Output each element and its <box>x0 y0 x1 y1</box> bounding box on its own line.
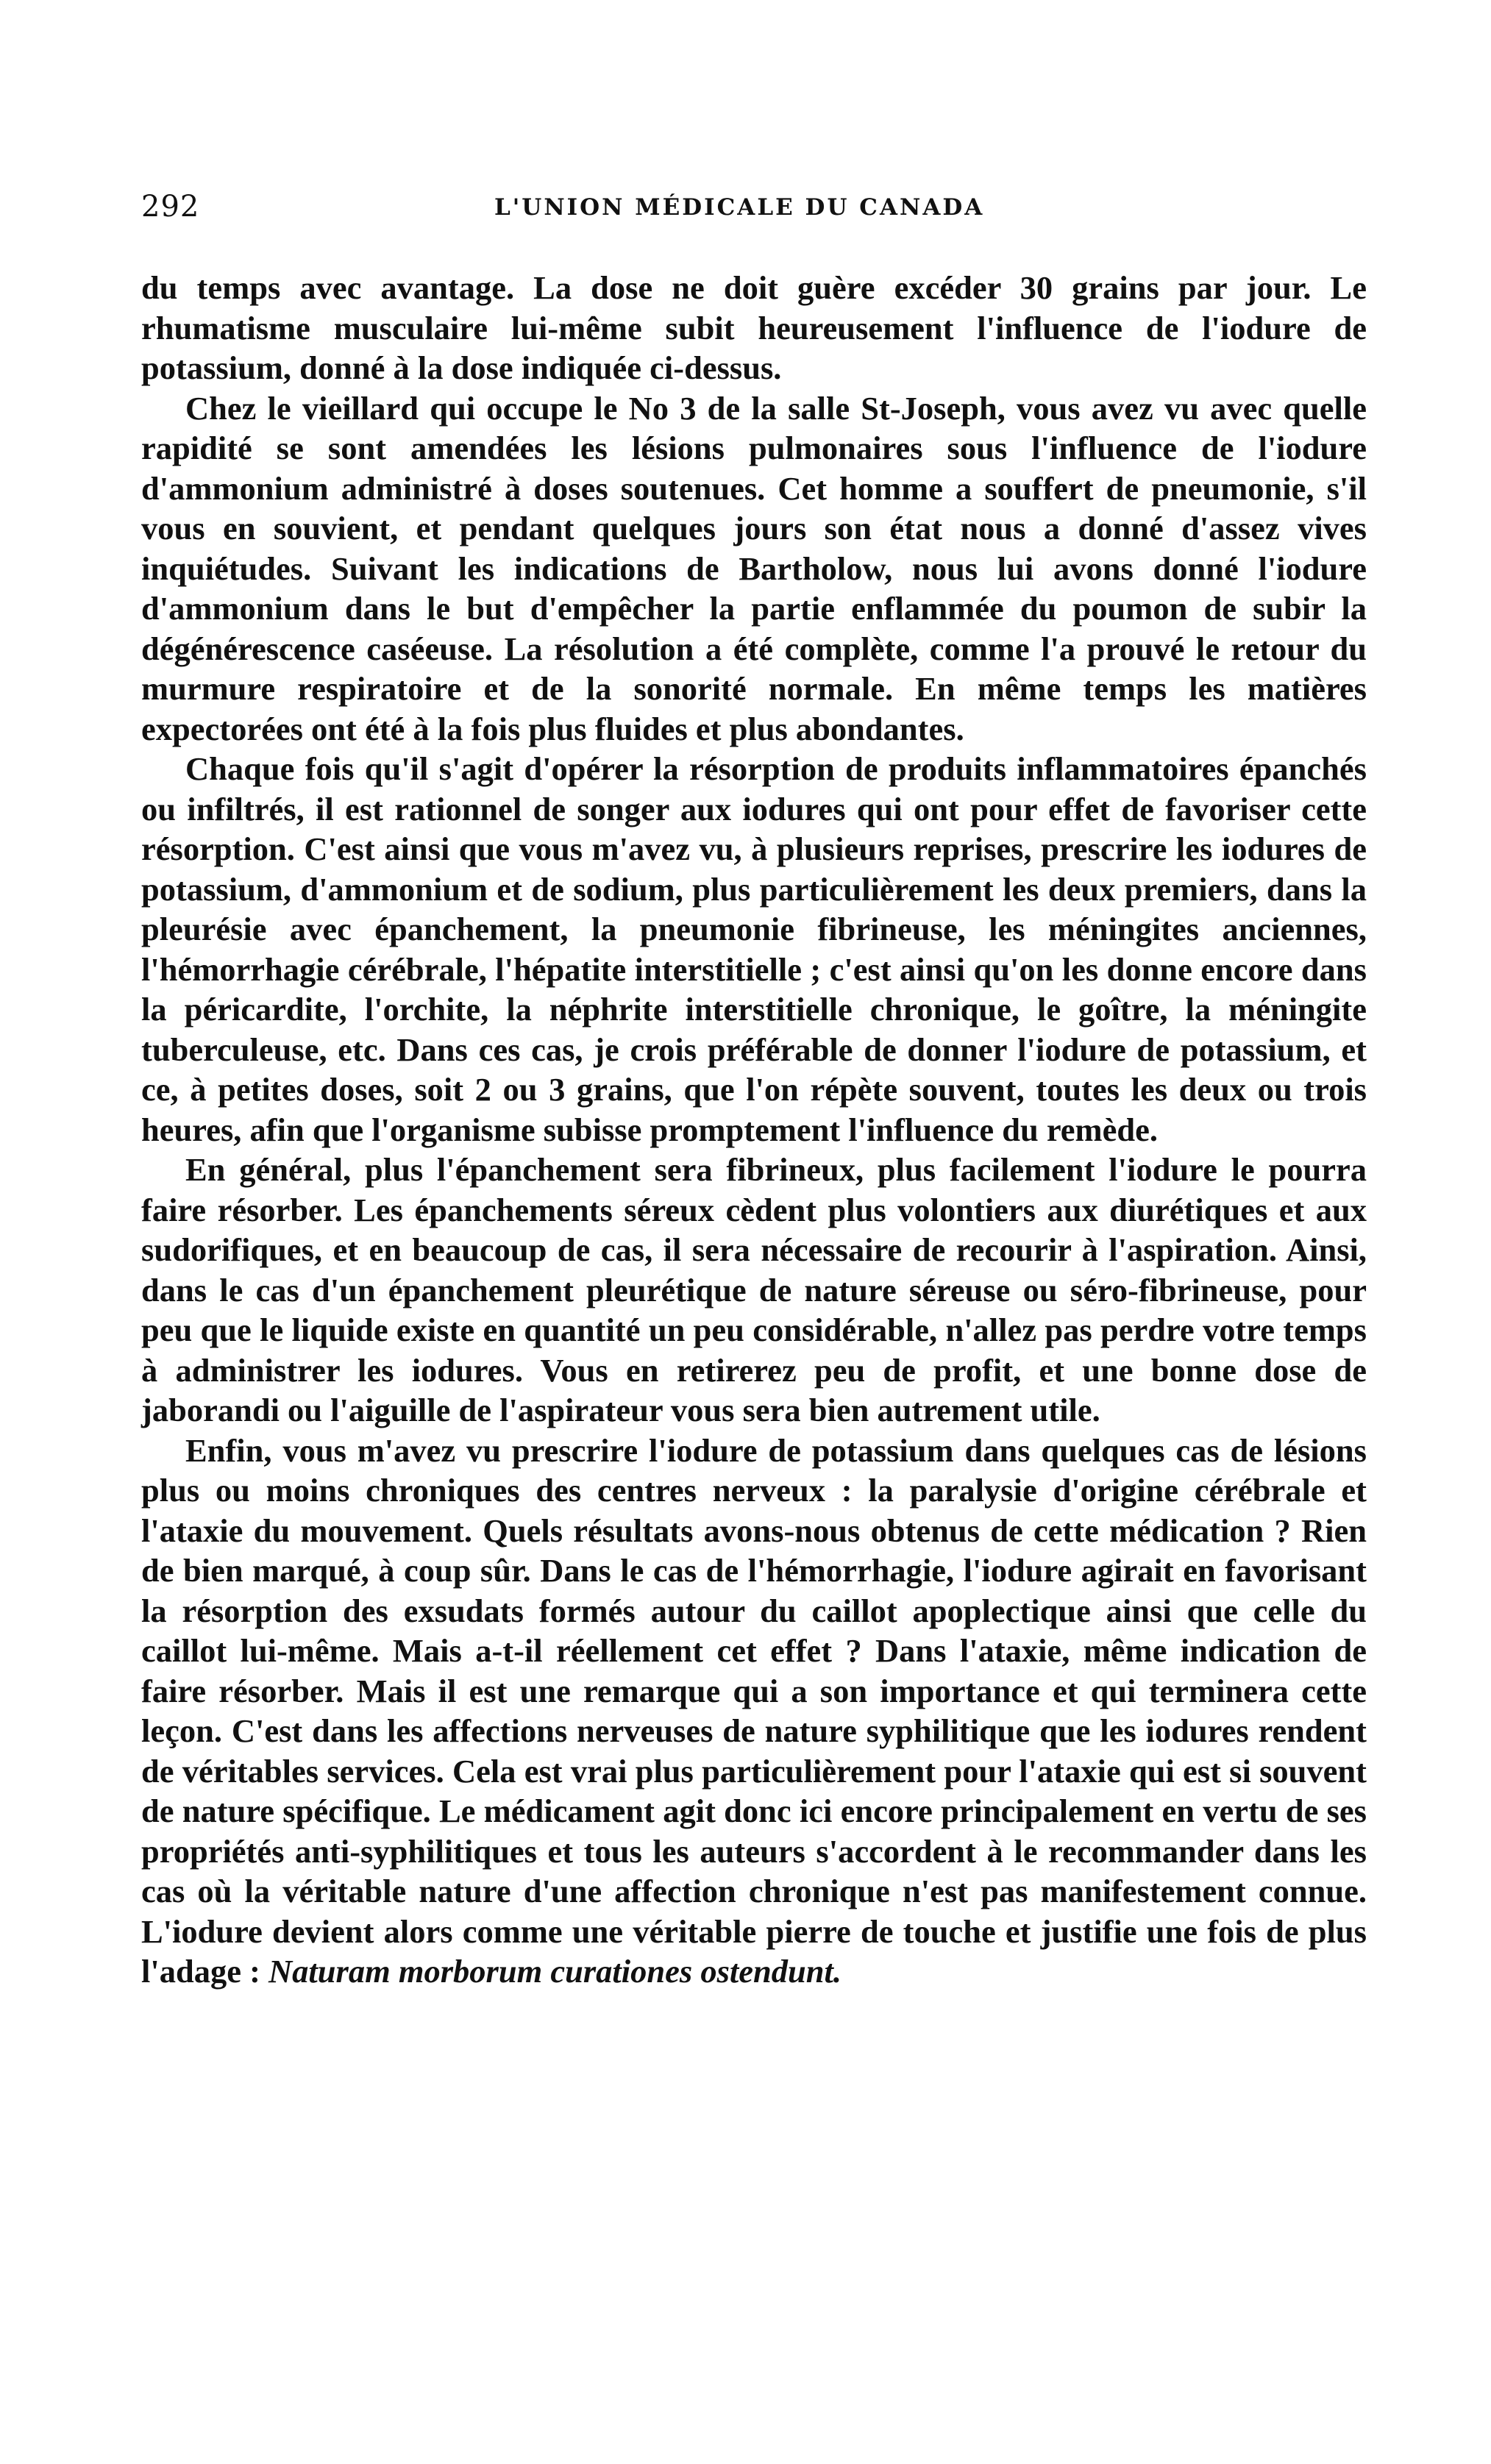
paragraph-resorption: Chaque fois qu'il s'agit d'opérer la résorption de produits inflammatoires épanchés ou infiltrés, il est rationnel de songer aux iodures qui ont pour effet de favoriser cette résorption. C'est ainsi que vous m'avez vu, à plusieurs reprises, prescrire les iodures de potassium, d'ammonium et de sodium, plus particulièrement les deux premiers, dans la pleurésie avec épanchement, la pneumonie fibrineuse, les méningites anciennes, l'hémorrhagie cérébrale, l'hépatite interstitielle ; c'est ainsi qu'on les donne encore dans la péricardite, l'orchite, la néphrite interstitielle chronique, le goître, la méningite tuberculeuse, etc. Dans ces cas, je crois préférable de donner l'iodure de potassium, et ce, à petites doses, soit 2 ou 3 grains, que l'on répète souvent, toutes les deux ou trois heures, afin que l'organisme subisse promptement l'influence du remède. <box>141 750 1367 1148</box>
paragraph-nervous-centres-text: Enfin, vous m'avez vu prescrire l'iodure de potassium dans quelques cas de lésions plus ou moins chroniques des centres nerveux : la paralysie d'origine cérébrale et l'ataxie du mouvement. Quels résultats avons-nous obtenus de cette médication ? Rien de bien marqué, à coup sûr. Dans le cas de l'hémorrhagie, l'iodure agirait en favorisant la résorption des exsudats formés autour du caillot apoplectique ainsi que celle du caillot lui-même. Mais a-t-il réellement cet effet ? Dans l'ataxie, même indication de faire résorber. Mais il est une remarque qui a son importance et qui terminera cette leçon. C'est dans les affections nerveuses de nature syphilitique que les iodures rendent de véritables services. Cela est vrai plus particulièrement pour l'ataxie qui est si souvent de nature spécifique. Le médicament agit donc ici encore principalement en vertu de ses propriétés anti-syphilitiques et tous les auteurs s'accordent à le recommander dans les cas où la véritable nature d'une affection chronique n'est pas manifestement connue. L'iodure devient alors comme une véritable pierre de touche et justifie une fois de plus l'adage : <box>141 1431 1367 1990</box>
running-header <box>141 190 1348 234</box>
journal-title: L'UNION MÉDICALE DU CANADA <box>494 194 985 221</box>
paragraph-pneumonia-case: Chez le vieillard qui occupe le No 3 de la salle St-Joseph, vous avez vu avec quelle rapidité se sont amendées les lésions pulmonaires sous l'influence de l'iodure d'ammonium administré à doses soutenues. Cet homme a souffert de pneumonie, s'il vous en souvient, et pendant quelques jours son état nous a donné d'assez vives inquiétudes. Suivant les indications de Bartholow, nous lui avons donné l'iodure d'ammonium dans le but d'empêcher la partie enflammée du poumon de subir la dégénérescence caséeuse. La résolution a été complète, comme l'a prouvé le retour du murmure respiratoire et de la sonorité normale. En même temps les matières expectorées ont été à la fois plus fluides et plus abondantes. <box>141 389 1367 747</box>
page-number: 292 <box>141 190 200 224</box>
article-body <box>141 268 1367 1992</box>
paragraph-continuation: du temps avec avantage. La dose ne doit guère excéder 30 grains par jour. Le rhumatisme musculaire lui-même subit heureusement l'influence de l'iodure de potassium, donné à la dose indiquée ci-dessus. <box>141 269 1367 386</box>
paragraph-effusions: En général, plus l'épanchement sera fibrineux, plus facilement l'iodure le pourra faire résorber. Les épanchements séreux cèdent plus volontiers aux diurétiques et aux sudorifiques, et en beaucoup de cas, il sera nécessaire de recourir à l'aspiration. Ainsi, dans le cas d'un épanchement pleurétique de nature séreuse ou séro-fibrineuse, pour peu que le liquide existe en quantité un peu considérable, n'allez pas perdre votre temps à administrer les iodures. Vous en retirerez peu de profit, et une bonne dose de jaborandi ou l'aiguille de l'aspirateur vous sera bien autrement utile. <box>141 1151 1367 1428</box>
paragraph-nervous-centres <box>141 1431 1367 1992</box>
latin-adage: Naturam morborum curationes ostendunt. <box>268 1953 841 1990</box>
